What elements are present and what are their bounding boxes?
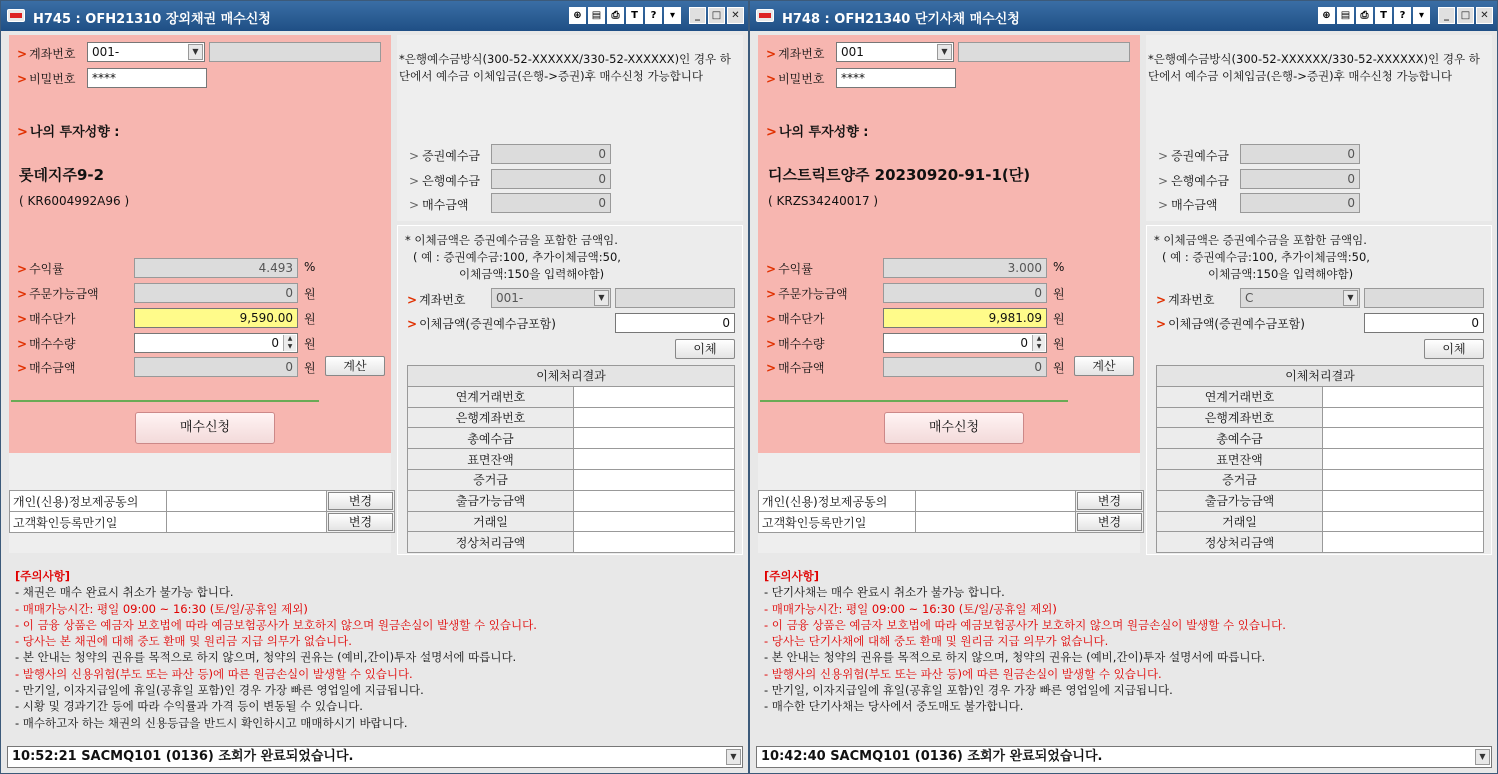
result-row	[1157, 511, 1484, 532]
notice-line: - 발행사의 신용위험(부도 또는 파산 등)에 따른 원금손실이 발생할 수 있습니다.	[764, 666, 1162, 681]
result-row	[408, 511, 735, 532]
copy-icon[interactable]: ▤	[588, 7, 605, 24]
price-label: > 매수단가	[17, 312, 76, 326]
price-input[interactable]: 9,590.00	[134, 308, 298, 328]
customer-info-table	[9, 490, 395, 533]
notice-line: - 본 안내는 청약의 권유를 목적으로 하지 않으며, 청약의 권유는 (예비,간이)투자 설명서에 따릅니다.	[15, 650, 517, 665]
help-icon[interactable]: ?	[645, 7, 662, 24]
result-row-value	[1323, 511, 1484, 532]
spinner-icon[interactable]: ▲ ▼	[283, 335, 296, 351]
divider	[11, 400, 319, 402]
bank-deposit-info: *은행예수금방식(300-52-XXXXXX/330-52-XXXXXX)인 경우 하단에서 예수금 이체입금(은행->증권)후 매수신청 가능합니다	[1148, 52, 1480, 83]
transfer-amount-label: > 이체금액(증권예수금포함)	[1156, 317, 1305, 331]
result-row-label: 출금가능금액	[1157, 490, 1323, 511]
quantity-stepper[interactable]: 0 ▲ ▼	[883, 333, 1047, 353]
result-row	[408, 490, 735, 511]
result-row	[1157, 428, 1484, 449]
result-row	[1157, 532, 1484, 553]
result-row-label: 총예수금	[1157, 428, 1323, 449]
transfer-note: * 이체금액은 증권예수금을 포함한 금액임.	[1154, 233, 1367, 247]
transfer-note: * 이체금액은 증권예수금을 포함한 금액임.	[405, 233, 618, 247]
result-row-label: 표면잔액	[408, 449, 574, 470]
securities-deposit-field: 0	[491, 144, 611, 164]
result-row-value	[1323, 428, 1484, 449]
text-icon[interactable]: T	[1375, 7, 1392, 24]
expiry-value	[167, 512, 327, 533]
buy-amount-field: 0	[883, 357, 1047, 377]
notice-line: - 매매가능시간: 평일 09:00 ~ 16:30 (토/일/공휴일 제외)	[15, 601, 308, 616]
account-select[interactable]: 001- ▼	[87, 42, 205, 62]
consent-label: 개인(신용)정보제공동의	[759, 491, 916, 512]
bank-deposit-label: > 은행예수금	[409, 174, 481, 188]
customer-info-table	[758, 490, 1144, 533]
buy-request-button[interactable]: 매수신청	[135, 412, 275, 444]
result-row-label: 정상처리금액	[1157, 532, 1323, 553]
won-unit: 원	[304, 312, 316, 326]
print-icon[interactable]: ⎙	[607, 7, 624, 24]
password-input[interactable]: ****	[836, 68, 956, 88]
chevron-down-icon[interactable]: ▼	[1475, 749, 1490, 765]
transfer-note: 이체금액:150을 입력해야함)	[1208, 267, 1354, 281]
invest-profile-label: > 나의 투자성향 :	[766, 125, 869, 140]
bond-name: 롯데지주9-2	[19, 166, 105, 184]
won-unit: 원	[304, 287, 316, 301]
result-row-value	[574, 407, 735, 428]
result-row-label: 출금가능금액	[408, 490, 574, 511]
bank-deposit-field: 0	[491, 169, 611, 189]
bank-deposit-info: *은행예수금방식(300-52-XXXXXX/330-52-XXXXXX)인 경우 하단에서 예수금 이체입금(은행->증권)후 매수신청 가능합니다	[399, 52, 731, 83]
result-row-value	[574, 449, 735, 470]
orderable-amount-field: 0	[134, 283, 298, 303]
buy-amount-info-label: > 매수금액	[1158, 198, 1218, 212]
window-title: H745 : OFH21310 장외채권 매수신청	[33, 12, 271, 27]
account-name-field	[958, 42, 1130, 62]
notice-line: - 매수한 단기사채는 당사에서 중도매도 불가합니다.	[764, 699, 1024, 714]
text-icon[interactable]: T	[626, 7, 643, 24]
securities-deposit-label: > 증권예수금	[409, 149, 481, 163]
won-unit: 원	[1053, 312, 1065, 326]
result-row-value	[1323, 407, 1484, 428]
status-bar[interactable]	[7, 746, 743, 768]
rate-label: > 수익률	[766, 262, 813, 276]
result-title: 이체처리결과	[408, 366, 735, 387]
result-row-label: 총예수금	[408, 428, 574, 449]
dropdown-icon[interactable]: ▾	[1413, 7, 1430, 24]
notice-line: - 시황 및 경과기간 등에 따라 수익률과 가격 등이 변동될 수 있습니다.	[15, 699, 363, 714]
notice-line: - 매매가능시간: 평일 09:00 ~ 16:30 (토/일/공휴일 제외)	[764, 601, 1057, 616]
buy-amount-label: > 매수금액	[766, 361, 825, 375]
notice-line: - 단기사채는 매수 완료시 취소가 불가능 합니다.	[764, 585, 1005, 600]
result-row-value	[574, 490, 735, 511]
consent-value	[916, 491, 1076, 512]
buy-request-button[interactable]: 매수신청	[884, 412, 1024, 444]
password-label: > 비밀번호	[766, 72, 825, 86]
notice-line: - 이 금융 상품은 예금자 보호법에 따라 예금보험공사가 보호하지 않으며 원금손실이 발생할 수 있습니다.	[15, 617, 537, 632]
won-unit: 원	[304, 337, 316, 351]
transfer-note: ( 예 : 증권예수금:100, 추가이체금액:50,	[413, 250, 621, 264]
chevron-down-icon[interactable]: ▼	[937, 44, 952, 60]
securities-deposit-label: > 증권예수금	[1158, 149, 1230, 163]
notice-line: - 발행사의 신용위험(부도 또는 파산 등)에 따른 원금손실이 발생할 수 있습니다.	[15, 666, 413, 681]
won-unit: 원	[304, 361, 316, 375]
notice-section	[764, 568, 1490, 715]
transfer-account-select[interactable]: 001- ▼	[491, 288, 611, 308]
chevron-down-icon[interactable]: ▼	[188, 44, 203, 60]
transfer-button[interactable]: 이체	[1424, 339, 1484, 359]
result-row-label: 증거금	[1157, 469, 1323, 490]
password-input[interactable]: ****	[87, 68, 207, 88]
change-consent-button[interactable]: 변경	[1077, 492, 1142, 510]
buy-amount-field: 0	[134, 357, 298, 377]
transfer-account-label: > 계좌번호	[1156, 293, 1215, 307]
result-row-value	[574, 386, 735, 407]
transfer-amount-label: > 이체금액(증권예수금포함)	[407, 317, 556, 331]
app-logo-icon	[756, 9, 774, 22]
rate-label: > 수익률	[17, 262, 64, 276]
transfer-button[interactable]: 이체	[675, 339, 735, 359]
result-row	[408, 469, 735, 490]
chevron-down-icon[interactable]: ▼	[726, 749, 741, 765]
transfer-result-table	[407, 365, 735, 553]
pin-icon[interactable]: ⊕	[1318, 7, 1335, 24]
order-window	[749, 0, 1498, 774]
order-panel	[9, 35, 391, 453]
chevron-down-icon[interactable]: ▼	[594, 290, 609, 306]
app-logo-icon	[7, 9, 25, 22]
result-row-value	[1323, 469, 1484, 490]
result-row	[1157, 386, 1484, 407]
transfer-account-name-field	[1364, 288, 1484, 308]
result-row-label: 증거금	[408, 469, 574, 490]
change-expiry-button[interactable]: 변경	[328, 513, 393, 531]
orderable-amount-field: 0	[883, 283, 1047, 303]
close-icon[interactable]: ✕	[1476, 7, 1493, 24]
close-icon[interactable]: ✕	[727, 7, 744, 24]
quantity-stepper[interactable]: 0 ▲ ▼	[134, 333, 298, 353]
calculate-button[interactable]: 계산	[325, 356, 385, 376]
result-row-value	[574, 428, 735, 449]
securities-deposit-field: 0	[1240, 144, 1360, 164]
notice-section	[15, 568, 741, 731]
consent-label: 개인(신용)정보제공동의	[10, 491, 167, 512]
maximize-icon[interactable]: □	[1457, 7, 1474, 24]
buy-amount-info-field: 0	[1240, 193, 1360, 213]
price-label: > 매수단가	[766, 312, 825, 326]
help-icon[interactable]: ?	[1394, 7, 1411, 24]
dropdown-icon[interactable]: ▾	[664, 7, 681, 24]
transfer-account-label: > 계좌번호	[407, 293, 466, 307]
title-buttons	[1318, 7, 1493, 25]
bond-name: 디스트릭트양주 20230920-91-1(단)	[768, 166, 1031, 184]
transfer-amount-input[interactable]: 0	[615, 313, 735, 333]
result-row-label: 거래일	[1157, 511, 1323, 532]
result-title: 이체처리결과	[1157, 366, 1484, 387]
notice-line: - 만기일, 이자지급일에 휴일(공휴일 포함)인 경우 가장 빠른 영업일에 지급됩니다.	[764, 683, 1173, 698]
quantity-label: > 매수수량	[766, 337, 825, 351]
notice-line: - 본 안내는 청약의 권유를 목적으로 하지 않으며, 청약의 권유는 (예비,간이)투자 설명서에 따릅니다.	[764, 650, 1266, 665]
buy-amount-label: > 매수금액	[17, 361, 76, 375]
notice-heading: [주의사항]	[764, 569, 819, 583]
title-bar[interactable]	[1, 1, 748, 31]
won-unit: 원	[1053, 287, 1065, 301]
result-row-label: 은행계좌번호	[1157, 407, 1323, 428]
result-row	[408, 532, 735, 553]
won-unit: 원	[1053, 337, 1065, 351]
transfer-note: ( 예 : 증권예수금:100, 추가이체금액:50,	[1162, 250, 1370, 264]
notice-line: - 이 금융 상품은 예금자 보호법에 따라 예금보험공사가 보호하지 않으며 원금손실이 발생할 수 있습니다.	[764, 617, 1286, 632]
maximize-icon[interactable]: □	[708, 7, 725, 24]
transfer-account-name-field	[615, 288, 735, 308]
buy-amount-info-label: > 매수금액	[409, 198, 469, 212]
divider	[760, 400, 1068, 402]
notice-line: - 당사는 단기사채에 대해 중도 환매 및 원리금 지급 의무가 없습니다.	[764, 634, 1109, 649]
title-buttons	[569, 7, 744, 25]
account-label: > 계좌번호	[17, 47, 76, 61]
expiry-value	[916, 512, 1076, 533]
orderable-amount-label: > 주문가능금액	[766, 287, 848, 301]
result-row	[1157, 469, 1484, 490]
notice-line: - 채권은 매수 완료시 취소가 불가능 합니다.	[15, 585, 234, 600]
title-bar[interactable]	[750, 1, 1497, 31]
copy-icon[interactable]: ▤	[1337, 7, 1354, 24]
price-input[interactable]: 9,981.09	[883, 308, 1047, 328]
transfer-account-select[interactable]: C ▼	[1240, 288, 1360, 308]
bond-code: ( KR6004992A96 )	[19, 194, 130, 208]
minimize-icon[interactable]: _	[1438, 7, 1455, 24]
bank-deposit-label: > 은행예수금	[1158, 174, 1230, 188]
invest-profile-label: > 나의 투자성향 :	[17, 125, 120, 140]
result-row-value	[574, 469, 735, 490]
result-row-value	[574, 511, 735, 532]
rate-field: 3.000	[883, 258, 1047, 278]
calculate-button[interactable]: 계산	[1074, 356, 1134, 376]
result-row-value	[1323, 386, 1484, 407]
status-bar[interactable]	[756, 746, 1492, 768]
quantity-label: > 매수수량	[17, 337, 76, 351]
orderable-amount-label: > 주문가능금액	[17, 287, 99, 301]
result-row-label: 정상처리금액	[408, 532, 574, 553]
result-row-label: 연계거래번호	[1157, 386, 1323, 407]
result-row	[408, 449, 735, 470]
change-consent-button[interactable]: 변경	[328, 492, 393, 510]
print-icon[interactable]: ⎙	[1356, 7, 1373, 24]
account-select[interactable]: 001 ▼	[836, 42, 954, 62]
consent-value	[167, 491, 327, 512]
result-row-label: 표면잔액	[1157, 449, 1323, 470]
status-message: 10:52:21 SACMQ101 (0136) 조회가 완료되었습니다.	[12, 749, 354, 764]
result-row-value	[574, 532, 735, 553]
account-label: > 계좌번호	[766, 47, 825, 61]
account-name-field	[209, 42, 381, 62]
result-row	[1157, 490, 1484, 511]
result-row-value	[1323, 449, 1484, 470]
transfer-result-table	[1156, 365, 1484, 553]
chevron-down-icon[interactable]: ▼	[1343, 290, 1358, 306]
expiry-label: 고객확인등록만기일	[759, 512, 916, 533]
pin-icon[interactable]: ⊕	[569, 7, 586, 24]
notice-line: - 당사는 본 채권에 대해 중도 환매 및 원리금 지급 의무가 없습니다.	[15, 634, 352, 649]
buy-amount-info-field: 0	[491, 193, 611, 213]
result-row-label: 은행계좌번호	[408, 407, 574, 428]
window-title: H748 : OFH21340 단기사채 매수신청	[782, 12, 1020, 27]
result-row	[408, 407, 735, 428]
result-row	[1157, 407, 1484, 428]
result-row-value	[1323, 532, 1484, 553]
result-row-value	[1323, 490, 1484, 511]
notice-line: - 매수하고자 하는 채권의 신용등급을 반드시 확인하시고 매매하시기 바랍니다.	[15, 715, 408, 730]
bank-deposit-field: 0	[1240, 169, 1360, 189]
change-expiry-button[interactable]: 변경	[1077, 513, 1142, 531]
expiry-label: 고객확인등록만기일	[10, 512, 167, 533]
minimize-icon[interactable]: _	[689, 7, 706, 24]
result-row-label: 연계거래번호	[408, 386, 574, 407]
password-label: > 비밀번호	[17, 72, 76, 86]
percent-unit: %	[1053, 260, 1065, 274]
order-panel	[758, 35, 1140, 453]
rate-field: 4.493	[134, 258, 298, 278]
won-unit: 원	[1053, 361, 1065, 375]
result-row-label: 거래일	[408, 511, 574, 532]
transfer-note: 이체금액:150을 입력해야함)	[459, 267, 605, 281]
notice-line: - 만기일, 이자지급일에 휴일(공휴일 포함)인 경우 가장 빠른 영업일에 지급됩니다.	[15, 683, 424, 698]
bond-code: ( KRZS34240017 )	[768, 194, 879, 208]
status-message: 10:42:40 SACMQ101 (0136) 조회가 완료되었습니다.	[761, 749, 1103, 764]
transfer-amount-input[interactable]: 0	[1364, 313, 1484, 333]
spinner-icon[interactable]: ▲ ▼	[1032, 335, 1045, 351]
result-row	[408, 386, 735, 407]
notice-heading: [주의사항]	[15, 569, 70, 583]
result-row	[408, 428, 735, 449]
percent-unit: %	[304, 260, 316, 274]
result-row	[1157, 449, 1484, 470]
